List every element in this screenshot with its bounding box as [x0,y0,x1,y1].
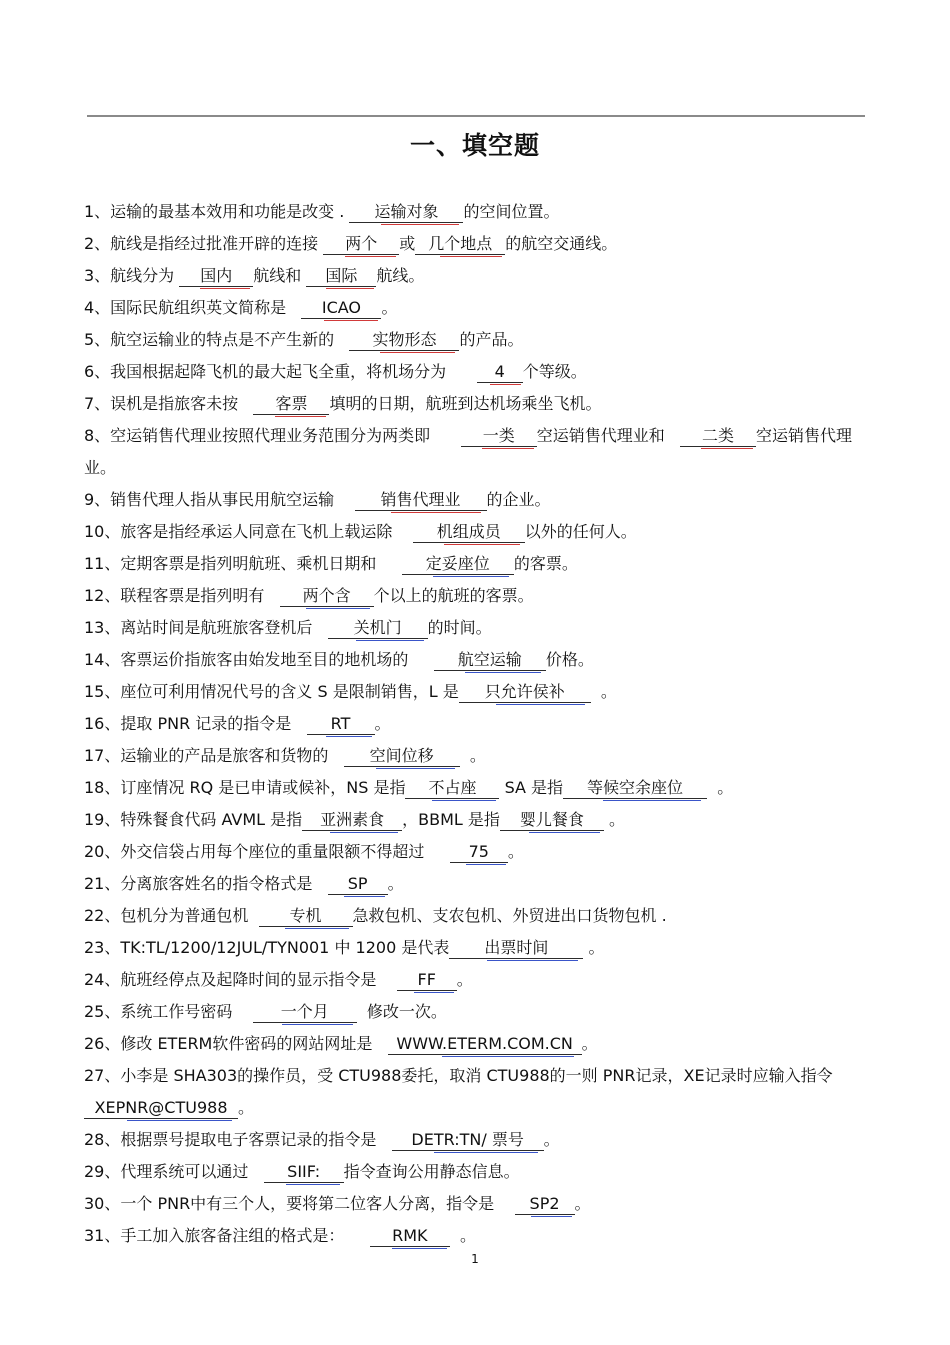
question-25 [84,996,866,1028]
top-rule [87,115,865,117]
question-text: 9、销售代理人指从事民用航空运输 [84,490,335,509]
question-text: 。 [588,938,605,957]
question-text: 30、一个 PNR中有三个人，要将第二位客人分离，指令是 [84,1194,495,1213]
question-text: 。 [581,1034,598,1053]
question-text: 。 [574,1194,591,1213]
answer-blank: 实物形态 [349,330,459,351]
question-text: 空运销售代理业和 [536,426,665,445]
question-text: 20、外交信袋占用每个座位的重量限额不得超过 [84,842,425,861]
question-text: 25、系统工作号密码 [84,1002,233,1021]
question-list [84,196,866,1252]
answer-blank: RMK [370,1226,450,1247]
question-text: 。 [459,1226,476,1245]
question-2 [84,228,866,260]
question-text: 。 [469,746,486,765]
question-1 [84,196,866,228]
question-text: 8、空运销售代理业按照代理业务范围分为两类即 [84,426,431,445]
answer-blank: 出票时间 [449,938,583,959]
answer-blank: 亚洲素食 [302,810,402,831]
question-27 [84,1060,866,1124]
question-text: 26、修改 ETERM软件密码的网站网址是 [84,1034,373,1053]
answer-blank: XEPNR@CTU988 [84,1098,238,1119]
question-text: 31、手工加入旅客备注组的格式是： [84,1226,345,1245]
answer-blank: 机组成员 [413,522,525,543]
question-text: 16、提取 PNR 记录的指令是 [84,714,292,733]
question-28 [84,1124,866,1156]
question-text: 7、误机是指旅客未按 [84,394,239,413]
question-text: 6、我国根据起降飞机的最大起飞全重，将机场分为 [84,362,447,381]
question-text: 23、TK:TL/1200/12JUL/TYN001 中 1200 是代表 [84,938,450,957]
question-text: 航线。 [376,266,425,285]
question-text: 18、订座情况 RQ 是已申请或候补，NS 是指 [84,778,406,797]
question-text: 的客票。 [513,554,578,573]
question-text: 14、客票运价指旅客由始发地至目的地机场的 [84,650,409,669]
answer-blank: 两个 [323,234,399,255]
question-4 [84,292,866,324]
question-17 [84,740,866,772]
question-text: 。 [543,1130,560,1149]
question-text: 。 [374,714,391,733]
question-text: 。 [608,810,625,829]
answer-blank: 不占座 [405,778,499,799]
answer-blank: 婴儿餐食 [500,810,604,831]
question-text: 的时间。 [427,618,492,637]
page-number: 1 [471,1252,479,1266]
question-text: 5、航空运输业的特点是不产生新的 [84,330,335,349]
question-18 [84,772,866,804]
answer-blank: SIIF: [264,1162,344,1183]
question-text: 24、航班经停点及起降时间的显示指令是 [84,970,377,989]
question-29 [84,1156,866,1188]
question-13 [84,612,866,644]
answer-blank: 75 [450,842,508,863]
question-22 [84,900,866,932]
answer-blank: DETR:TN/ 票号 [392,1130,544,1151]
question-text: 28、根据票号提取电子客票记录的指令是 [84,1130,377,1149]
answer-blank: 专机 [259,906,353,927]
question-text: 的产品。 [459,330,524,349]
question-text: 3、航线分为 [84,266,175,285]
question-26 [84,1028,866,1060]
question-text: 航线和 [253,266,302,285]
question-12 [84,580,866,612]
question-23 [84,932,866,964]
answer-blank: ICAO [301,298,381,319]
question-text: 12、联程客票是指列明有 [84,586,265,605]
question-3 [84,260,866,292]
question-7 [84,388,866,420]
page-title: 一、填空题 [409,131,540,160]
question-text: 修改一次。 [366,1002,447,1021]
question-text: 19、特殊餐食代码 AVML 是指 [84,810,303,829]
question-20 [84,836,866,868]
question-text: 。 [238,1098,255,1117]
answer-blank: SP [328,874,388,895]
question-6 [84,356,866,388]
question-15 [84,676,866,708]
answer-blank: 运输对象 [349,202,463,223]
question-text: ，BBML 是指 [402,810,500,829]
question-text: 29、代理系统可以通过 [84,1162,249,1181]
question-text: 10、旅客是指经承运人同意在飞机上载运除 [84,522,393,541]
answer-blank: 只允许侯补 [459,682,591,703]
question-text: 个以上的航班的客票。 [373,586,534,605]
question-31 [84,1220,866,1252]
question-14 [84,644,866,676]
answer-blank: 定妥座位 [402,554,514,575]
question-24 [84,964,866,996]
question-10 [84,516,866,548]
question-text: 以外的任何人。 [524,522,637,541]
answer-blank: FF [397,970,457,991]
question-text: 个等级。 [522,362,587,381]
question-text: 4、国际民航组织英文简称是 [84,298,287,317]
question-text: 15、座位可利用情况代号的含义 S 是限制销售，L 是 [84,682,459,701]
question-text: 的航空交通线。 [505,234,618,253]
question-30 [84,1188,866,1220]
answer-blank: 客票 [253,394,329,415]
question-text: 填明的日期，航班到达机场乘坐飞机。 [329,394,602,413]
answer-blank: 几个地点 [415,234,505,255]
question-text: 11、定期客票是指列明航班、乘机日期和 [84,554,377,573]
question-text: 。 [381,298,398,317]
question-text: 指令查询公用静态信息。 [343,1162,520,1181]
question-text: 2、航线是指经过批准开辟的连接 [84,234,319,253]
answer-blank: 航空运输 [434,650,546,671]
question-text: 21、分离旅客姓名的指令格式是 [84,874,313,893]
question-text: 的空间位置。 [463,202,560,221]
question-text: 价格。 [545,650,594,669]
question-11 [84,548,866,580]
answer-blank: 空间位移 [344,746,460,767]
question-text: 空运销售代理业。 [84,426,852,477]
question-text: 17、运输业的产品是旅客和货物的 [84,746,329,765]
answer-blank: 国际 [306,266,376,287]
question-5 [84,324,866,356]
question-9 [84,484,866,516]
answer-blank: 一类 [461,426,537,447]
answer-blank: 等候空余座位 [563,778,707,799]
answer-blank: 一个月 [253,1002,357,1023]
question-text: SA 是指 [504,778,564,797]
answer-blank: 二类 [680,426,756,447]
question-text: 。 [507,842,524,861]
question-text: 。 [717,778,734,797]
question-text: 22、包机分为普通包机 [84,906,249,925]
question-text: 的企业。 [486,490,551,509]
question-19 [84,804,866,836]
answer-blank: RT [307,714,375,735]
question-text: 。 [600,682,617,701]
answer-blank: 国内 [179,266,253,287]
answer-blank: 两个含 [280,586,374,607]
question-8 [84,420,866,484]
question-text: 。 [387,874,404,893]
question-text: 。 [456,970,473,989]
question-text: 或 [399,234,416,253]
answer-blank: 关机门 [328,618,428,639]
question-21 [84,868,866,900]
question-16 [84,708,866,740]
question-text: 1、运输的最基本效用和功能是改变 . [84,202,345,221]
answer-blank: WWW.ETERM.COM.CN [388,1034,582,1055]
answer-blank: 4 [477,362,523,383]
question-text: 27、小李是 SHA303的操作员，受 CTU988委托，取消 CTU988的一则 PNR记录，XE记录时应输入指令 [84,1066,833,1085]
answer-blank: 销售代理业 [355,490,487,511]
answer-blank: SP2 [515,1194,575,1215]
question-text: 急救包机、支农包机、外贸进出口货物包机 . [352,906,667,925]
question-text: 13、离站时间是航班旅客登机后 [84,618,313,637]
